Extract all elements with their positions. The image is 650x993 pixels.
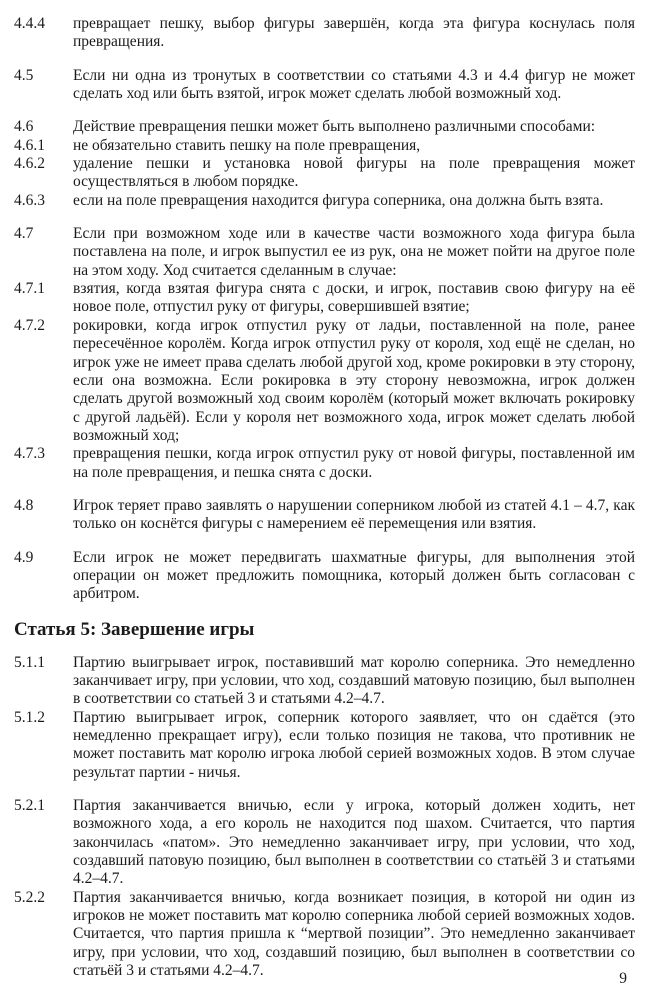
rule-text: Партию выигрывает игрок, соперник которого заявляет, что он сдаётся (это немедленно прекращает игру), если только позиция не такова, что противник не может поставить мат королю игрока любой серией возможных ходов. В этом случае результат партии - ничья. [73, 708, 635, 781]
rule-text: Если игрок не может передвигать шахматные фигуры, для выполнения этой операции он может предложить помощника, который должен быть согласован с арбитром. [73, 548, 635, 603]
rule-number: 4.7.3 [14, 445, 45, 463]
rule-text: не обязательно ставить пешку на поле превращения, [73, 136, 421, 154]
rule-item-5.1.1 [14, 654, 635, 709]
rule-item-4.7.1 [14, 280, 635, 317]
rule-number: 4.4.4 [14, 15, 45, 32]
rule-item-5.2.2 [14, 889, 635, 981]
rule-text: Партию выигрывает игрок, поставивший мат королю соперника. Это немедленно заканчивает игру, при условии, что ход, создавший матовую позицию, был выполнен в соответствии со статьей 3 и статьями 4.2–4.7. [73, 653, 635, 708]
rule-text: превращает пешку, выбор фигуры завершён, когда эта фигура коснулась поля превращения. [73, 15, 635, 51]
rule-number: 4.6 [14, 118, 34, 136]
rule-number: 4.8 [14, 496, 34, 514]
rule-text: если на поле превращения находится фигура соперника, она должна быть взята. [73, 191, 604, 209]
rule-text: Партия заканчивается вничью, когда возникает позиция, в которой ни один из игроков не может поставить мат королю соперника любой серией возможных ходов. Считается, что партия пришла к “мертвой позиции”. Это немедленно заканчивает игру, при условии, что ход, создавший позицию, был выполнен в соответствии со статьёй 3 и статьями 4.2–4.7. [73, 888, 635, 980]
rule-number: 4.6.3 [14, 191, 45, 209]
rule-text: Если при возможном ходе или в качестве части возможного хода фигура была поставлена на поле, и игрок выпустил ее из рук, она не может пойти на другое поле на этом ходу. Ход считается сделанным в случае: [73, 225, 635, 279]
rule-text: Партия заканчивается вничью, если у игрока, который должен ходить, нет возможного хода, а его король не находится под шахом. Считается, что партия закончилась «патом». Это немедленно заканчивает игру, при условии, что ход, создавший патовую позицию, был выполнен в соответствии со статьёй 3 и статьями 4.2–4.7. [73, 797, 635, 888]
rule-number: 4.6.2 [14, 155, 45, 173]
rule-number: 4.6.1 [14, 136, 45, 154]
rule-text: удаление пешки и установка новой фигуры на поле превращения может осуществляться в любом порядке. [73, 155, 635, 191]
rule-item-4.6.3 [14, 192, 635, 210]
rule-number: 5.2.2 [14, 888, 45, 906]
rule-number: 5.1.2 [14, 708, 45, 726]
rule-text: превращения пешки, когда игрок отпустил руку от новой фигуры, поставленной им на поле превращения, и пешка снята с доски. [73, 445, 635, 481]
rule-text: рокировки, когда игрок отпустил руку от ладьи, поставленной на поле, ранее пересечённое королём. Когда игрок отпустил руку от короля, ход ещё не сделан, но игрок уже не имеет права сделать любой другой ход, кроме рокировки в эту сторону, если она возможна. Если рокировка в эту сторону невозможна, игрок должен сделать другой возможный ход своим королём (который может включать рокировку с другой ладьёй). Если у короля нет возможного хода, игрок может сделать любой возможный ход; [73, 316, 635, 444]
rule-item-4.6.1 [14, 137, 635, 155]
rule-number: 4.7.2 [14, 316, 45, 334]
rule-number: 4.9 [14, 548, 34, 566]
rule-number: 4.7 [14, 225, 34, 243]
rule-item-4.6 [14, 118, 635, 136]
rule-number: 4.7.1 [14, 280, 45, 298]
rule-text: Игрок теряет право заявлять о нарушении соперником любой из статей 4.1 – 4.7, как только он коснётся фигуры с намерением её перемещения или взятия. [73, 496, 635, 533]
rule-text: Если ни одна из тронутых в соответствии со статьями 4.3 и 4.4 фигур не может сделать ход или быть взятой, игрок может сделать любой возможный ход. [73, 66, 635, 103]
rule-number: 5.1.1 [14, 653, 45, 671]
rule-item-4.6.2 [14, 155, 635, 192]
rule-text: Действие превращения пешки может быть выполнено различными способами: [73, 118, 596, 136]
rule-text: взятия, когда взятая фигура снята с доски, и игрок, поставив свою фигуру на её новое поле, отпустил руку от фигуры, совершившей взятие; [73, 280, 635, 316]
rule-item-4.7.3 [14, 445, 635, 482]
rule-item-4.9 [14, 549, 635, 604]
rule-number: 4.5 [14, 66, 34, 84]
rule-item-4.7.2 [14, 317, 635, 445]
rule-item-5.1.2 [14, 709, 635, 782]
rule-item-4.7 [14, 225, 635, 280]
page-number: 9 [619, 970, 627, 987]
rule-number: 5.2.1 [14, 797, 45, 815]
rule-item-4.5 [14, 67, 635, 104]
rule-item-4.4.4 [14, 15, 635, 52]
rule-item-4.8 [14, 497, 635, 534]
section-heading: Статья 5: Завершение игры [14, 618, 255, 640]
rule-item-5.2.1 [14, 797, 635, 889]
